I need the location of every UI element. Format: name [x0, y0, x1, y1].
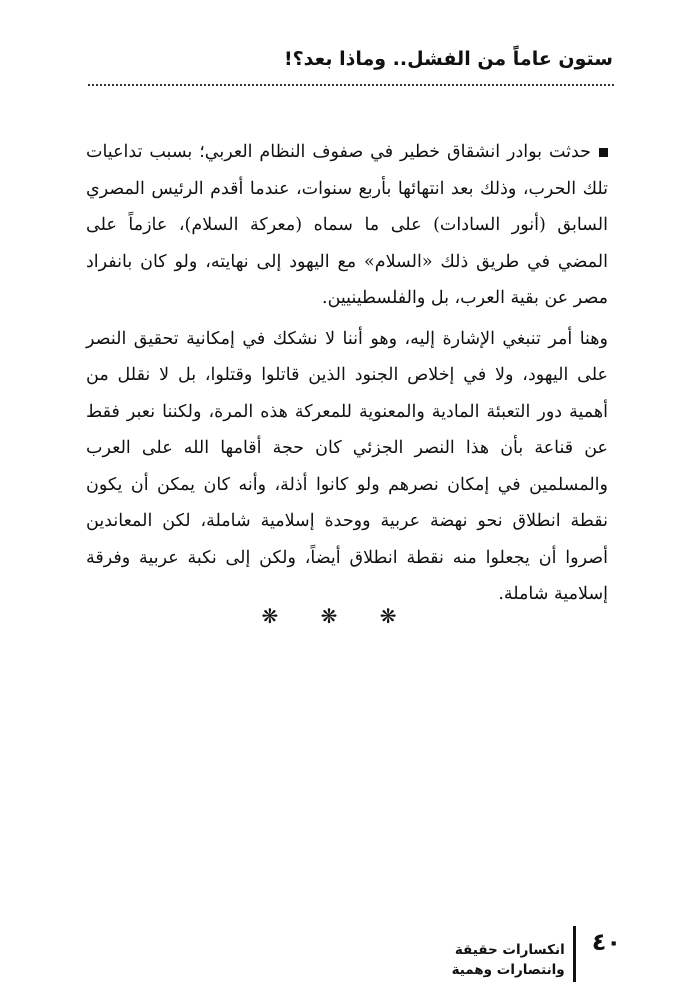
running-header: ستون عاماً من الفشل.. وماذا بعد؟! [283, 48, 613, 70]
page-footer [452, 926, 621, 982]
section-separator-stars: ❋ ❋ ❋ [261, 604, 415, 628]
footer-vertical-bar [573, 926, 576, 982]
body-text [86, 134, 608, 613]
header-dotted-rule [88, 84, 614, 86]
footer-book-title [452, 940, 565, 980]
footer-title-line-1: انكسارات حقيقة [454, 942, 565, 958]
paragraph-2: وهنا أمر تنبغي الإشارة إليه، وهو أننا لا نشكك في إمكانية تحقيق النصر على اليهود، ولا في إخلاص الجنود الذين قاتلوا وقتلوا، بل لا نقلل من أهمية دور التعبئة المادية والمعنوية للمعركة هذه المرة، ولكننا نعبر فقط عن قناعة بأن هذا النصر الجزئي كان حجة أقامها الله على العرب والمسلمين في إمكان نصرهم ولو كانوا أذلة، وأنه كان يمكن أن يكون نقطة انطلاق نحو نهضة عربية ووحدة إسلامية شاملة، لكن المعاندين أصروا أن يجعلوا منه نقطة انطلاق أيضاً، ولكن إلى نكبة عربية وفرقة إسلامية شاملة. [86, 328, 608, 604]
footer-title-line-2: وانتصارات وهمية [451, 962, 565, 978]
page-number: ٤٠ [591, 928, 621, 956]
bullet-square-icon [599, 148, 608, 157]
paragraph-1 [86, 134, 608, 317]
paragraph-1-text: حدثت بوادر انشقاق خطير في صفوف النظام العربي؛ بسبب تداعيات تلك الحرب، وذلك بعد انتهائها بأربع سنوات، عندما أقدم الرئيس المصري السابق (أنور السادات) على ما سماه (معركة السلام)، عازماً على المضي في طريق ذلك «السلام» مع اليهود إلى نهايته، ولو كان بانفراد مصر عن بقية العرب، بل والفلسطينيين. [86, 142, 608, 308]
